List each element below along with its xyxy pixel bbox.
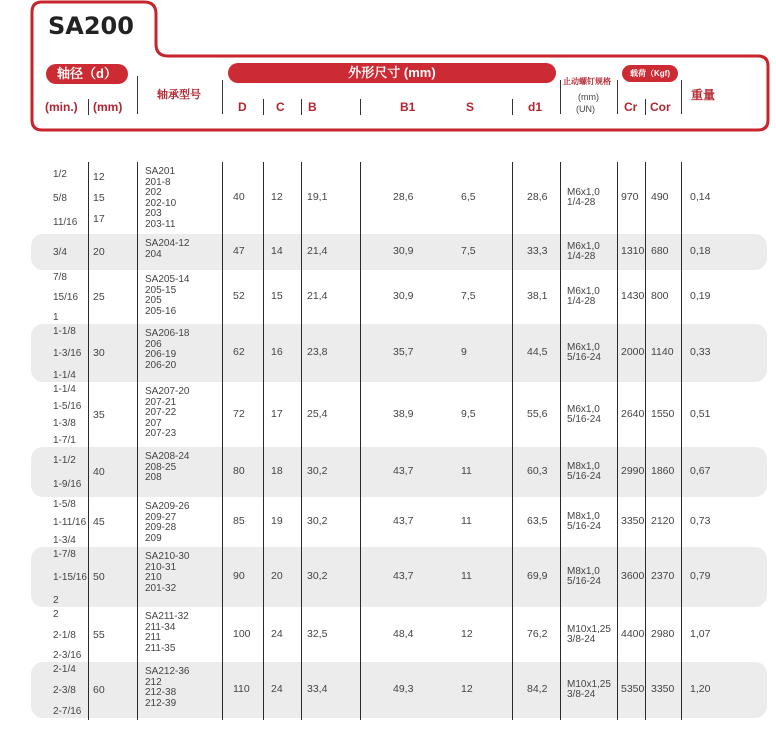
cell-B1: 30,9 xyxy=(393,290,414,302)
shaft-mm-value: 40 xyxy=(93,466,105,478)
bearing-model-value: 207-22 xyxy=(145,407,177,418)
dimensions-pill xyxy=(228,63,556,83)
cell-S: 12 xyxy=(461,683,473,695)
cell-S: 7,5 xyxy=(461,245,476,257)
cell-cor: 2120 xyxy=(651,515,675,527)
set-screw-value: M8x1,0 xyxy=(567,566,600,577)
column-divider xyxy=(560,162,561,720)
bearing-model-value: 207 xyxy=(145,418,162,429)
load-label: 载荷（Kgf) xyxy=(630,69,670,78)
set-screw-value: 1/4-28 xyxy=(567,197,596,208)
cell-d1: 28,6 xyxy=(527,191,548,203)
cell-B: 21,4 xyxy=(307,245,328,257)
cell-S: 9,5 xyxy=(461,408,476,420)
shaft-inch-value: 1-5/8 xyxy=(53,499,76,510)
cell-C: 18 xyxy=(271,465,283,477)
cell-D: 90 xyxy=(233,570,245,582)
cell-B: 19,1 xyxy=(307,191,328,203)
shaft-inch-value: 1-1/8 xyxy=(53,326,76,337)
cell-cor: 490 xyxy=(651,191,669,203)
bearing-model-value: SA208-24 xyxy=(145,451,190,462)
cell-C: 20 xyxy=(271,570,283,582)
bearing-model-value: 201-8 xyxy=(145,177,171,188)
cell-S: 11 xyxy=(461,570,472,582)
cell-C: 15 xyxy=(271,290,283,302)
cell-weight: 0,14 xyxy=(690,191,711,203)
cell-B: 30,2 xyxy=(307,515,328,527)
shaft-inch-value: 1-11/16 xyxy=(53,517,87,528)
cell-cr: 2000 xyxy=(621,346,645,358)
cell-D: 110 xyxy=(233,683,250,695)
header-separator xyxy=(88,99,89,115)
shaft-inch-value: 2-1/4 xyxy=(53,664,76,675)
shaft-mm-value: 60 xyxy=(93,684,105,696)
bearing-model-label: 轴承型号 xyxy=(157,89,201,101)
shaft-mm-value: 35 xyxy=(93,409,105,421)
shaft-inch-value: 2-3/8 xyxy=(53,685,76,696)
set-screw-value: M8x1,0 xyxy=(567,461,600,472)
weight-label: 重量 xyxy=(691,88,716,102)
cell-B1: 38,9 xyxy=(393,408,414,420)
column-divider xyxy=(617,162,618,720)
cell-weight: 0,67 xyxy=(690,465,711,477)
bearing-model-value: SA210-30 xyxy=(145,551,190,562)
shaft-inch-value: 5/8 xyxy=(53,193,67,204)
set-screw-value: 5/16-24 xyxy=(567,576,601,587)
cell-weight: 0,33 xyxy=(690,346,711,358)
shaft-diameter-pill xyxy=(46,64,128,84)
set-screw-unit-un: (UN) xyxy=(576,104,595,114)
header-separator xyxy=(222,80,223,114)
set-screw-value: M6x1,0 xyxy=(567,286,600,297)
set-screw-value: M6x1,0 xyxy=(567,241,600,252)
shaft-diameter-label: 轴径（d） xyxy=(57,66,117,81)
cell-cr: 2640 xyxy=(621,408,645,420)
col-D-label: D xyxy=(238,100,247,114)
cell-D: 40 xyxy=(233,191,245,203)
shaft-mm-value: 25 xyxy=(93,291,105,303)
shaft-mm-value: 12 xyxy=(93,171,105,183)
cell-C: 14 xyxy=(271,245,283,257)
shaft-inch-value: 7/8 xyxy=(53,272,67,283)
cell-d1: 44,5 xyxy=(527,346,548,358)
shaft-mm-value: 20 xyxy=(93,246,105,258)
cell-S: 11 xyxy=(461,465,472,477)
cell-cr: 5350 xyxy=(621,683,645,695)
cell-weight: 1,07 xyxy=(690,628,711,640)
cell-B1: 48,4 xyxy=(393,628,414,640)
bearing-model-value: SA209-26 xyxy=(145,501,190,512)
col-B1-label: B1 xyxy=(400,100,416,114)
cell-cr: 1430 xyxy=(621,290,645,302)
bearing-model-value: 212 xyxy=(145,677,162,688)
bearing-model-value: 212-38 xyxy=(145,687,177,698)
bearing-model-value: 208-25 xyxy=(145,462,177,473)
header-separator xyxy=(681,80,682,114)
shaft-inch-value: 1-3/16 xyxy=(53,348,82,359)
shaft-inch-value: 1-1/4 xyxy=(53,370,76,381)
set-screw-value: 3/8-24 xyxy=(567,689,596,700)
set-screw-value: 5/16-24 xyxy=(567,471,601,482)
shaft-inch-value: 1-3/8 xyxy=(53,418,76,429)
shaft-inch-value: 1-3/4 xyxy=(53,535,76,546)
set-screw-value: M6x1,0 xyxy=(567,404,600,415)
set-screw-value: 5/16-24 xyxy=(567,414,601,425)
shaft-inch-value: 2-3/16 xyxy=(53,650,82,661)
set-screw-value: M10x1,25 xyxy=(567,624,611,635)
column-divider xyxy=(645,162,646,720)
shaft-inch-value: 2 xyxy=(53,609,59,620)
bearing-model-value: 203 xyxy=(145,208,162,219)
min-label: (min.) xyxy=(45,100,78,114)
col-C-label: C xyxy=(276,100,285,114)
bearing-model-value: 209-28 xyxy=(145,522,177,533)
column-divider xyxy=(681,162,682,720)
bearing-model-value: SA211-32 xyxy=(145,611,189,622)
cell-d1: 69,9 xyxy=(527,570,548,582)
bearing-model-value: SA206-18 xyxy=(145,328,190,339)
shaft-inch-value: 15/16 xyxy=(53,292,79,303)
col-d1-label: d1 xyxy=(528,100,543,114)
cell-cr: 1310 xyxy=(621,245,645,257)
page-title: SA200 xyxy=(48,12,134,40)
cell-B1: 49,3 xyxy=(393,683,414,695)
bearing-model-value: 210-31 xyxy=(145,562,177,573)
shaft-inch-value: 2 xyxy=(53,595,59,606)
header-separator xyxy=(301,99,302,115)
set-screw-value: M6x1,0 xyxy=(567,342,600,353)
bearing-model-value: 206-19 xyxy=(145,349,177,360)
bearing-model-value: 205-15 xyxy=(145,285,177,296)
load-pill xyxy=(622,65,678,82)
column-divider xyxy=(360,162,361,720)
cell-cor: 2370 xyxy=(651,570,675,582)
shaft-inch-value: 2-7/16 xyxy=(53,706,82,717)
bearing-model-value: 205 xyxy=(145,295,162,306)
shaft-inch-value: 1/2 xyxy=(53,169,67,180)
cell-D: 52 xyxy=(233,290,245,302)
cell-B: 21,4 xyxy=(307,290,328,302)
bearing-model-value: 206-20 xyxy=(145,360,177,371)
cell-B: 25,4 xyxy=(307,408,328,420)
header-separator xyxy=(360,99,361,115)
cell-C: 17 xyxy=(271,408,283,420)
cell-cor: 1860 xyxy=(651,465,675,477)
cell-B: 32,5 xyxy=(307,628,328,640)
cell-C: 24 xyxy=(271,628,283,640)
column-divider xyxy=(301,162,302,720)
bearing-model-value: 211-35 xyxy=(145,643,176,654)
bearing-model-value: 203-11 xyxy=(145,219,176,230)
shaft-mm-value: 15 xyxy=(93,192,105,204)
cell-d1: 84,2 xyxy=(527,683,548,695)
cell-cor: 1140 xyxy=(651,346,674,358)
cell-cor: 1550 xyxy=(651,408,675,420)
shaft-mm-value: 55 xyxy=(93,629,105,641)
cell-D: 62 xyxy=(233,346,245,358)
cell-B1: 43,7 xyxy=(393,465,414,477)
cell-weight: 0,19 xyxy=(690,290,711,302)
cell-B1: 43,7 xyxy=(393,570,414,582)
set-screw-value: 5/16-24 xyxy=(567,352,601,363)
col-B-label: B xyxy=(308,100,317,114)
cell-D: 100 xyxy=(233,628,251,640)
cell-B1: 28,6 xyxy=(393,191,414,203)
cell-B: 23,8 xyxy=(307,346,328,358)
cell-d1: 60,3 xyxy=(527,465,548,477)
cr-label: Cr xyxy=(624,100,638,114)
cell-d1: 55,6 xyxy=(527,408,548,420)
set-screw-unit-mm: (mm) xyxy=(578,92,599,102)
set-screw-value: 5/16-24 xyxy=(567,521,601,532)
header-separator xyxy=(137,76,138,114)
shaft-inch-value: 2-1/8 xyxy=(53,630,76,641)
shaft-inch-value: 1-5/16 xyxy=(53,401,82,412)
cell-d1: 33,3 xyxy=(527,245,548,257)
header-separator xyxy=(645,99,646,115)
cell-S: 9 xyxy=(461,346,467,358)
cell-D: 72 xyxy=(233,408,245,420)
shaft-inch-value: 1 xyxy=(53,312,59,323)
cell-cr: 4400 xyxy=(621,628,645,640)
cell-D: 85 xyxy=(233,515,245,527)
set-screw-value: M8x1,0 xyxy=(567,511,600,522)
bearing-model-value: SA201 xyxy=(145,166,176,177)
cell-d1: 63,5 xyxy=(527,515,548,527)
cell-d1: 38,1 xyxy=(527,290,548,302)
bearing-model-value: 202 xyxy=(145,187,162,198)
shaft-inch-value: 11/16 xyxy=(53,217,78,228)
header-separator xyxy=(617,80,618,114)
bearing-model-value: SA205-14 xyxy=(145,274,190,285)
cell-cr: 3350 xyxy=(621,515,645,527)
cell-S: 12 xyxy=(461,628,473,640)
bearing-model-value: 211-34 xyxy=(145,622,176,633)
bearing-model-value: 207-23 xyxy=(145,428,177,439)
cell-cor: 680 xyxy=(651,245,669,257)
set-screw-label: 止动螺钉规格 xyxy=(563,77,611,86)
cell-B1: 30,9 xyxy=(393,245,414,257)
shaft-mm-value: 30 xyxy=(93,347,105,359)
column-divider xyxy=(137,162,138,720)
cell-B1: 35,7 xyxy=(393,346,414,358)
cell-d1: 76,2 xyxy=(527,628,548,640)
column-divider xyxy=(512,162,513,720)
shaft-mm-value: 17 xyxy=(93,213,105,225)
cell-weight: 0,73 xyxy=(690,515,711,527)
shaft-inch-value: 1-7/8 xyxy=(53,549,76,560)
cell-cr: 3600 xyxy=(621,570,645,582)
cell-S: 6,5 xyxy=(461,191,476,203)
cell-B: 30,2 xyxy=(307,570,328,582)
cell-cor: 800 xyxy=(651,290,669,302)
set-screw-value: 1/4-28 xyxy=(567,296,596,307)
column-divider xyxy=(88,162,89,720)
cell-cr: 2990 xyxy=(621,465,645,477)
column-divider xyxy=(222,162,223,720)
shaft-inch-value: 1-7/1 xyxy=(53,435,76,446)
bearing-model-value: SA207-20 xyxy=(145,386,190,397)
cell-S: 11 xyxy=(461,515,472,527)
cell-weight: 0,51 xyxy=(690,408,711,420)
cell-C: 19 xyxy=(271,515,283,527)
cell-weight: 0,18 xyxy=(690,245,711,257)
bearing-model-value: 204 xyxy=(145,249,162,260)
set-screw-value: 3/8-24 xyxy=(567,634,596,645)
cell-weight: 1,20 xyxy=(690,683,711,695)
cell-cor: 3350 xyxy=(651,683,675,695)
cell-cor: 2980 xyxy=(651,628,675,640)
cell-B: 33,4 xyxy=(307,683,328,695)
cell-D: 80 xyxy=(233,465,245,477)
cell-cr: 970 xyxy=(621,191,639,203)
bearing-model-value: 211 xyxy=(145,632,161,643)
cell-B: 30,2 xyxy=(307,465,328,477)
set-screw-value: M6x1,0 xyxy=(567,187,600,198)
set-screw-value: 1/4-28 xyxy=(567,251,596,262)
mm-label: (mm) xyxy=(93,100,123,114)
cell-S: 7,5 xyxy=(461,290,476,302)
col-S-label: S xyxy=(466,100,475,114)
shaft-inch-value: 3/4 xyxy=(53,247,67,258)
bearing-model-value: 202-10 xyxy=(145,198,177,209)
shaft-mm-value: 45 xyxy=(93,516,105,528)
column-divider xyxy=(263,162,264,720)
bearing-model-value: 209 xyxy=(145,533,162,544)
shaft-mm-value: 50 xyxy=(93,571,105,583)
bearing-model-value: 209-27 xyxy=(145,512,177,523)
bearing-model-value: 207-21 xyxy=(145,397,177,408)
bearing-model-value: 201-32 xyxy=(145,583,177,594)
cell-D: 47 xyxy=(233,245,245,257)
dimensions-label: 外形尺寸 (mm) xyxy=(348,65,436,80)
cor-label: Cor xyxy=(650,100,671,114)
shaft-inch-value: 1-1/2 xyxy=(53,455,76,466)
cell-B1: 43,7 xyxy=(393,515,414,527)
cell-C: 12 xyxy=(271,191,283,203)
bearing-model-value: 205-16 xyxy=(145,306,177,317)
header-separator xyxy=(560,80,561,114)
shaft-inch-value: 1-9/16 xyxy=(53,479,82,490)
bearing-model-value: 208 xyxy=(145,472,162,483)
shaft-inch-value: 1-1/4 xyxy=(53,384,76,395)
bearing-model-value: SA204-12 xyxy=(145,238,190,249)
cell-C: 16 xyxy=(271,346,283,358)
header-separator xyxy=(263,99,264,115)
bearing-model-value: 206 xyxy=(145,339,162,350)
shaft-inch-value: 1-15/16 xyxy=(53,572,87,583)
cell-weight: 0,79 xyxy=(690,570,711,582)
bearing-model-value: 212-39 xyxy=(145,698,177,709)
header-separator xyxy=(512,99,513,115)
set-screw-value: M10x1,25 xyxy=(567,679,611,690)
bearing-model-value: SA212-36 xyxy=(145,666,190,677)
bearing-model-value: 210 xyxy=(145,572,162,583)
cell-C: 24 xyxy=(271,683,283,695)
